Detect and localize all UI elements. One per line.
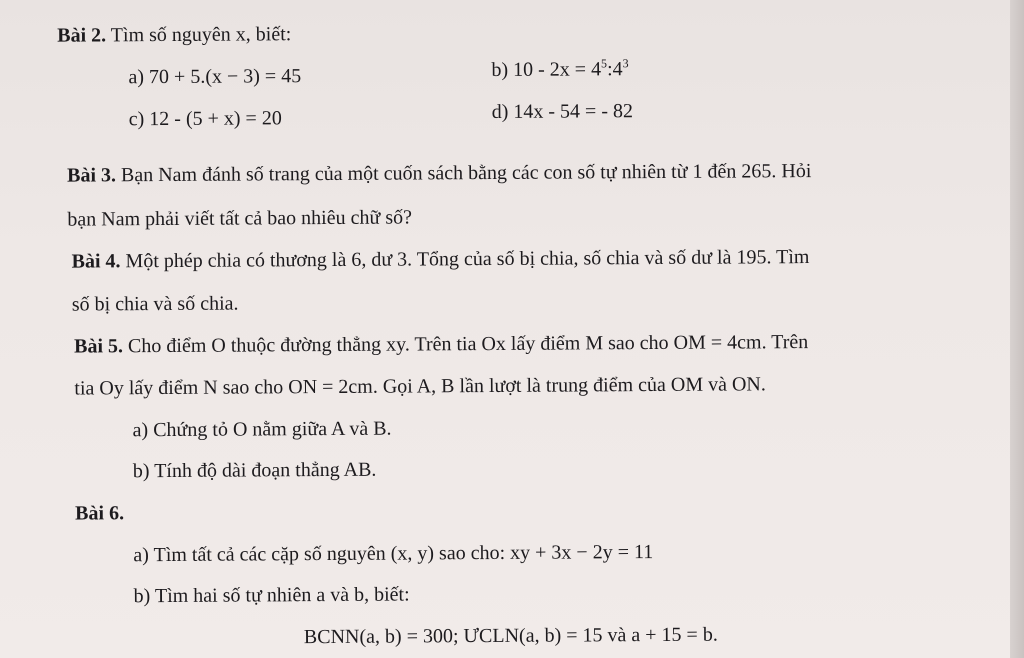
bai2-text: Tìm số nguyên x, biết: xyxy=(110,23,292,47)
bai6-item-b: b) Tìm hai số tự nhiên a và b, biết: xyxy=(133,583,410,608)
bai5-text-1: Cho điểm O thuộc đường thẳng xy. Trên tia Ox lấy điểm M sao cho OM = 4cm. Trên xyxy=(127,331,809,358)
bai4-line1 xyxy=(72,246,810,274)
bai2-b-prefix: b) 10 - 2x = 4 xyxy=(491,58,602,81)
bai6-item-a: a) Tìm tất cả các cặp số nguyên (x, y) sao cho: xy + 3x − 2y = 11 xyxy=(133,541,654,567)
bai3-text-1: Bạn Nam đánh số trang của một cuốn sách bằng các con số tự nhiên từ 1 đến 265. Hỏi xyxy=(120,160,812,187)
bai5-label: Bài 5. xyxy=(74,335,124,358)
bai2-item-b xyxy=(491,58,628,82)
bai6-item-b-condition: BCNN(a, b) = 300; ƯCLN(a, b) = 15 và a + 15 = b. xyxy=(303,623,718,649)
bai5-line2: tia Oy lấy điểm N sao cho ON = 2cm. Gọi A, B lần lượt là trung điểm của OM và ON. xyxy=(74,373,766,400)
bai4-text-1: Một phép chia có thương là 6, dư 3. Tổng của số bị chia, số chia và số dư là 195. Tìm xyxy=(125,246,810,273)
bai2-b-mid: :4 xyxy=(606,58,623,81)
bai2-item-d: d) 14x - 54 = - 82 xyxy=(491,100,634,123)
bai2-item-c: c) 12 - (5 + x) = 20 xyxy=(128,107,282,131)
bai2-item-a: a) 70 + 5.(x − 3) = 45 xyxy=(128,65,302,89)
bai4-line2: số bị chia và số chia. xyxy=(71,292,239,316)
page-edge xyxy=(1010,0,1024,658)
bai5-line1 xyxy=(74,331,808,358)
bai2-b-exp2: 3 xyxy=(622,56,629,71)
bai6-label: Bài 6. xyxy=(75,502,125,525)
bai3-line2: bạn Nam phải viết tất cả bao nhiêu chữ số? xyxy=(67,206,413,231)
bai4-label: Bài 4. xyxy=(71,250,121,273)
bai3-label: Bài 3. xyxy=(67,164,117,187)
bai2-label: Bài 2. xyxy=(57,24,107,47)
bai2-b-exp1: 5 xyxy=(600,56,608,71)
bai5-item-b: b) Tính độ dài đoạn thẳng AB. xyxy=(132,458,377,483)
bai5-item-a: a) Chứng tỏ O nằm giữa A và B. xyxy=(132,417,392,442)
bai2-heading xyxy=(57,23,291,47)
bai3-line1 xyxy=(67,160,811,188)
